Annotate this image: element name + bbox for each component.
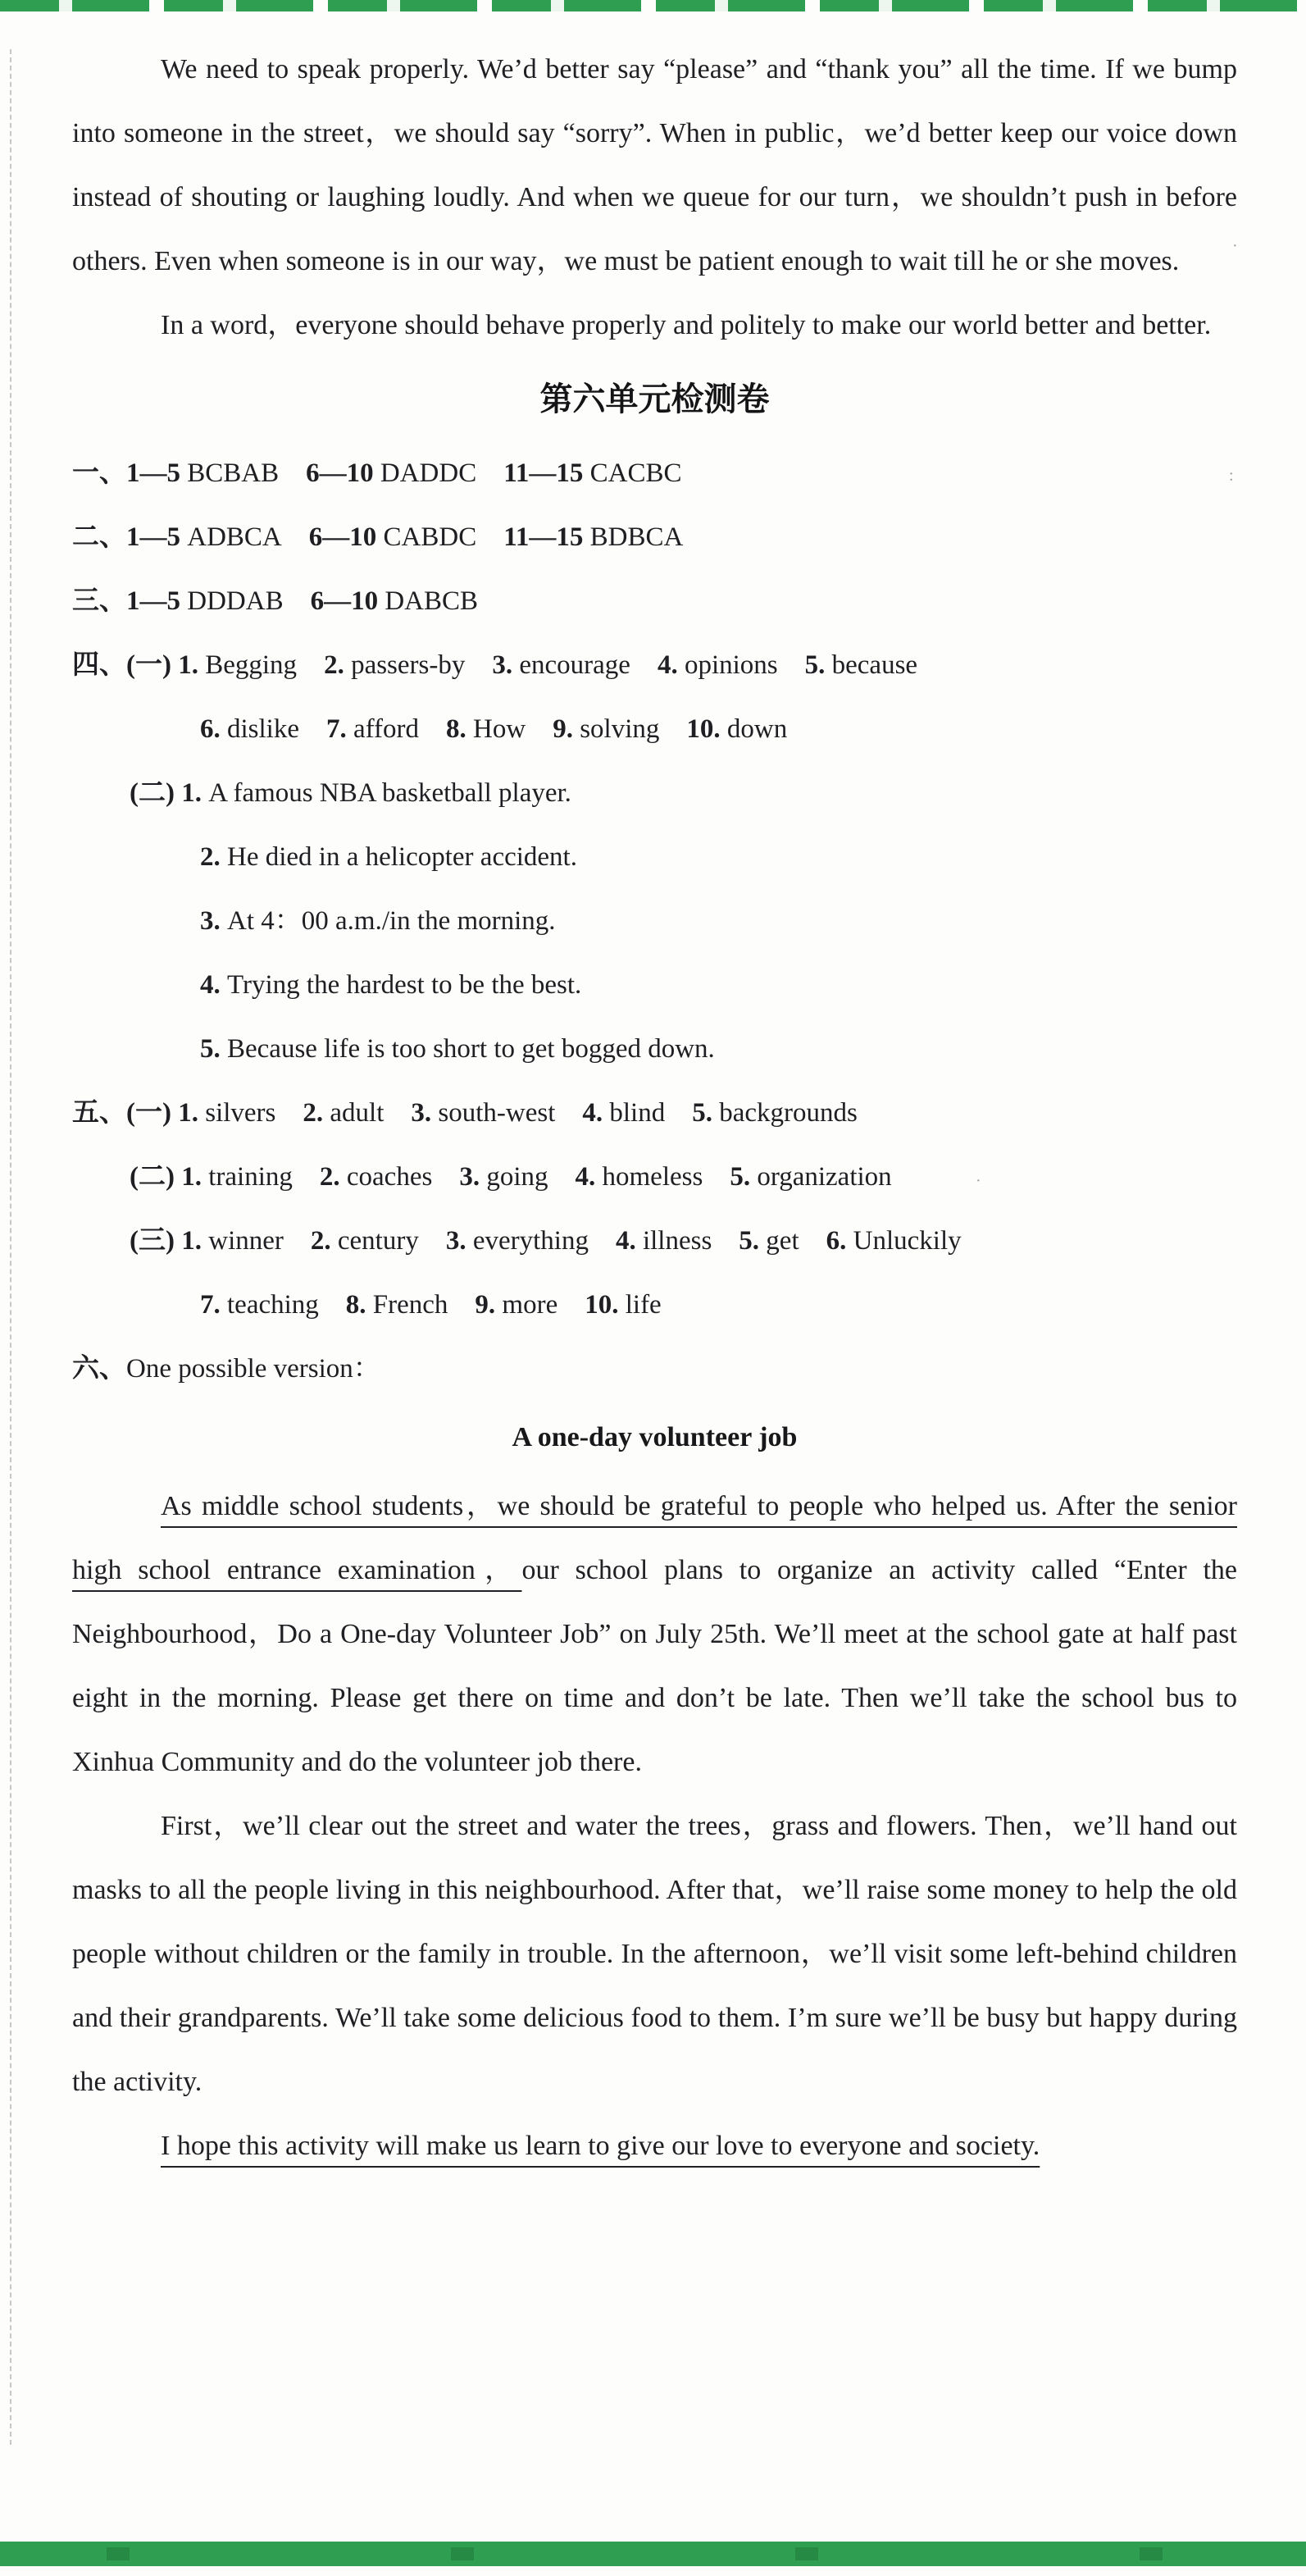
answer-line xyxy=(72,505,1237,569)
answer-key-list xyxy=(72,441,1237,1401)
text-segment: A famous NBA basketball player. xyxy=(208,778,571,808)
text-segment: organization xyxy=(757,1162,892,1192)
text-segment: life xyxy=(625,1290,662,1320)
text-segment: 1—5 xyxy=(126,586,188,616)
text-segment: 3. xyxy=(418,1226,473,1256)
scan-speck: · xyxy=(1232,237,1238,255)
text-segment: 11—15 xyxy=(476,458,590,488)
text-segment: Unluckily xyxy=(853,1226,962,1256)
text-segment: 6—10 xyxy=(283,586,385,616)
text-segment: (二) xyxy=(130,778,182,808)
text-segment: encourage xyxy=(519,650,630,680)
text-segment: dislike xyxy=(227,714,299,744)
text-segment: 11—15 xyxy=(476,522,590,552)
text-segment: blind xyxy=(609,1098,666,1128)
text-segment: everything xyxy=(472,1226,589,1256)
text-segment: 3. xyxy=(432,1162,487,1192)
text-segment: CABDC xyxy=(383,522,477,552)
text-segment: 10. xyxy=(659,714,727,744)
text-segment: 3. xyxy=(384,1098,439,1128)
text-segment: 1—5 xyxy=(126,458,188,488)
text-segment: 4. xyxy=(588,1226,643,1256)
text-segment: 7. xyxy=(299,714,353,744)
text-segment: Begging xyxy=(205,650,298,680)
text-segment: 5. xyxy=(703,1162,758,1192)
text-segment: 2. xyxy=(200,842,227,872)
text-segment: BCBAB xyxy=(187,458,280,488)
text-segment: 1. xyxy=(181,1162,209,1192)
text-segment: teaching xyxy=(227,1290,319,1320)
text-segment: First，we’ll clear out the street and water the trees，grass and flowers. Then，we’ll hand out masks to all the people living in this neighbourhood. After that，we’ll raise some money to help the old people without children or the family in trouble. In the afternoon，we’ll visit some left-behind children and their grandparents. We’ll take some delicious food to them. I’m sure we’ll be busy but happy during the activity. xyxy=(72,1811,1237,2097)
text-segment: As middle school students，we should be grateful to people who helped us. After the senior high school entrance examination， xyxy=(72,1491,1237,1585)
text-segment: (三) xyxy=(130,1226,182,1256)
text-segment: solving xyxy=(580,714,660,744)
text-segment: 四、 xyxy=(72,650,126,680)
scan-speck: · xyxy=(976,1172,981,1190)
text-segment: more xyxy=(502,1290,558,1320)
essay-paragraph xyxy=(72,1794,1237,2114)
text-segment: south-west xyxy=(438,1098,556,1128)
text-segment: 1—5 xyxy=(126,522,188,552)
text-segment: 1. xyxy=(181,778,209,808)
text-segment: 8. xyxy=(419,714,474,744)
answer-line xyxy=(72,633,1237,697)
text-segment: 2. xyxy=(297,650,352,680)
text-segment: 4. xyxy=(548,1162,603,1192)
text-segment: 二、 xyxy=(72,522,126,552)
text-segment: (一) xyxy=(126,650,179,680)
text-segment: adult xyxy=(330,1098,385,1128)
text-segment: DDDAB xyxy=(187,586,284,616)
answer-line xyxy=(72,1209,1237,1273)
text-segment: backgrounds xyxy=(719,1098,858,1128)
text-segment: 5. xyxy=(200,1034,227,1064)
text-segment: DABCB xyxy=(385,586,479,616)
text-segment: 9. xyxy=(526,714,580,744)
answer-line xyxy=(72,1273,1237,1337)
text-segment: 一、 xyxy=(72,458,126,488)
answer-line xyxy=(72,953,1237,1017)
scan-speck: : xyxy=(1229,467,1234,485)
text-segment: afford xyxy=(353,714,420,744)
text-segment: 3. xyxy=(200,906,227,936)
text-segment: CACBC xyxy=(589,458,682,488)
text-segment: 五、 xyxy=(72,1098,126,1128)
answer-line xyxy=(72,569,1237,633)
answer-line xyxy=(72,1337,1237,1401)
text-segment: silvers xyxy=(205,1098,276,1128)
text-segment: 6. xyxy=(200,714,227,744)
answer-line xyxy=(72,1081,1237,1145)
text-segment: 5. xyxy=(777,650,832,680)
answer-line xyxy=(72,761,1237,825)
answer-line xyxy=(72,1145,1237,1209)
text-segment: At 4：00 a.m./in the morning. xyxy=(227,906,556,936)
answer-line xyxy=(72,825,1237,889)
text-segment: 9. xyxy=(448,1290,503,1320)
text-segment: 6—10 xyxy=(279,458,380,488)
intro-paragraph-2: In a word，everyone should behave properly and politely to make our world better and better. xyxy=(161,310,1212,340)
text-segment: 6. xyxy=(799,1226,853,1256)
text-segment: ADBCA xyxy=(187,522,282,552)
answer-line xyxy=(72,697,1237,761)
text-segment: 10. xyxy=(557,1290,626,1320)
text-segment: Because life is too short to get bogged down. xyxy=(227,1034,715,1064)
text-segment: I hope this activity will make us learn to give our love to everyone and society. xyxy=(161,2131,1040,2161)
text-segment: How xyxy=(473,714,526,744)
essay-title: A one-day volunteer job xyxy=(512,1422,798,1452)
text-segment: 2. xyxy=(292,1162,347,1192)
text-segment: get xyxy=(766,1226,799,1256)
text-segment: homeless xyxy=(602,1162,703,1192)
text-segment: 1. xyxy=(178,650,206,680)
text-segment: 4. xyxy=(630,650,685,680)
answer-line xyxy=(72,1017,1237,1081)
answer-line xyxy=(72,441,1237,505)
text-segment: century xyxy=(337,1226,419,1256)
text-segment: 4. xyxy=(555,1098,610,1128)
text-segment: 6—10 xyxy=(281,522,384,552)
text-segment: coaches xyxy=(346,1162,433,1192)
text-segment: 5. xyxy=(665,1098,720,1128)
essay-paragraph xyxy=(72,1475,1237,1794)
text-segment: 8. xyxy=(318,1290,373,1320)
text-segment: opinions xyxy=(684,650,778,680)
text-segment: down xyxy=(726,714,788,744)
answer-line xyxy=(72,889,1237,953)
text-segment: DADDC xyxy=(380,458,477,488)
text-segment: 六、 xyxy=(72,1354,126,1384)
text-segment: He died in a helicopter accident. xyxy=(227,842,577,872)
text-segment: illness xyxy=(642,1226,712,1256)
text-segment: 3. xyxy=(465,650,520,680)
text-segment: 4. xyxy=(200,970,227,1000)
text-segment: One possible version： xyxy=(126,1354,380,1384)
text-segment: 三、 xyxy=(72,586,126,616)
text-segment: winner xyxy=(208,1226,284,1256)
text-segment: 1. xyxy=(181,1226,209,1256)
unit-title: 第六单元检测卷 xyxy=(539,381,770,417)
page-bottom-trim-strip xyxy=(0,2542,1306,2566)
text-segment: because xyxy=(831,650,918,680)
text-segment: 2. xyxy=(275,1098,330,1128)
text-segment: 5. xyxy=(712,1226,767,1256)
text-segment: going xyxy=(486,1162,548,1192)
text-segment: (一) xyxy=(126,1098,179,1128)
text-segment: BDBCA xyxy=(589,522,684,552)
text-segment: 2. xyxy=(283,1226,338,1256)
essay-body xyxy=(72,1475,1237,2178)
essay-paragraph xyxy=(72,2114,1237,2178)
text-segment: 7. xyxy=(200,1290,227,1320)
text-segment: our school plans to organize an activity called “Enter the Neighbourhood，Do a One-day Volunteer Job” on July 25th. We’ll meet at the school gate at half past eight in the morning. Please get there on time and don’t be late. Then we’ll take the school bus to Xinhua Community and do the volunteer job there. xyxy=(72,1555,1237,1777)
text-segment: passers-by xyxy=(351,650,466,680)
text-segment: French xyxy=(372,1290,448,1320)
text-segment: (二) xyxy=(130,1162,182,1192)
text-segment: Trying the hardest to be the best. xyxy=(227,970,582,1000)
text-segment: 1. xyxy=(178,1098,206,1128)
intro-paragraph-1: We need to speak properly. We’d better say “please” and “thank you” all the time. If we bump into someone in the street，we should say “sorry”. When in public，we’d better keep our voice down instead of shouting or laughing loudly. And when we queue for our turn，we shouldn’t push in before others. Even when someone is in our way，we must be patient enough to wait till he or she moves. xyxy=(72,54,1237,276)
text-segment: training xyxy=(208,1162,293,1192)
